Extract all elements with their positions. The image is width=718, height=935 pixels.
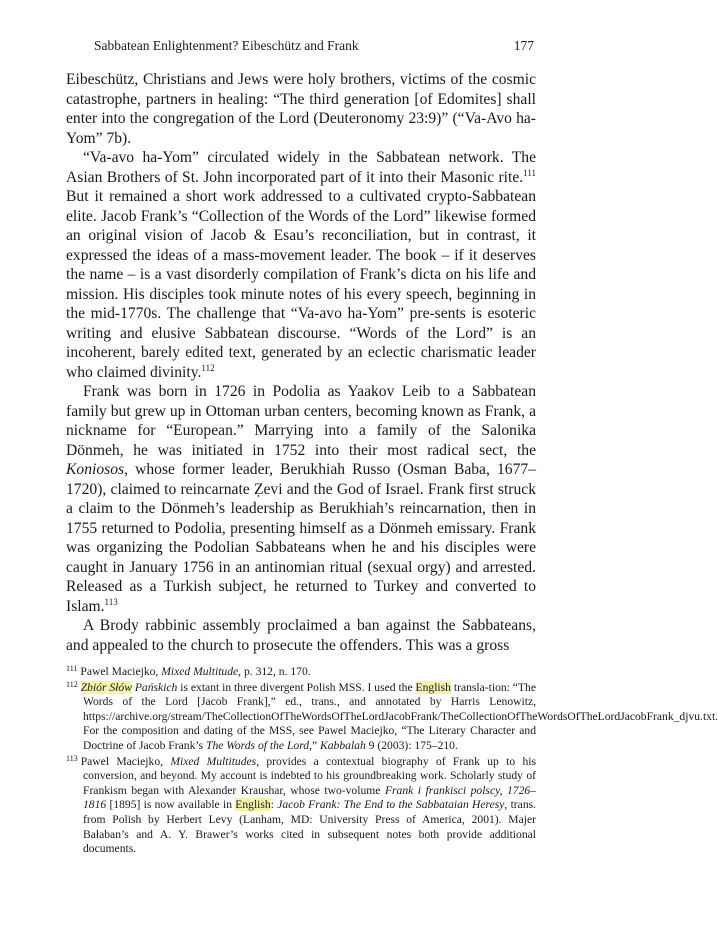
footnote-ref-113[interactable]: 113 xyxy=(104,596,118,607)
paragraph-4 xyxy=(66,616,536,655)
page-number: 177 xyxy=(513,38,534,53)
footnote-title: The Words of the Lord xyxy=(206,738,310,752)
footnote-title: Frank i frankisci polscy, 1726–1816 xyxy=(83,783,536,812)
highlighted-word: English xyxy=(415,680,451,694)
paragraph-1 xyxy=(66,70,536,148)
paragraph-1-text: Eibeschütz, Christians and Jews were holy brothers, victims of the cosmic catastrophe, partners in healing: “The third generation [of Edomites] shall enter into the congregation of the Lord (Deuteronomy 23:9)” (“Va-Avo ha-Yom” 7b). xyxy=(66,71,536,147)
footnote-text: : xyxy=(270,798,278,812)
footnote-text: , p. 312, n. 170. xyxy=(238,665,311,678)
journal-title: Kabbalah xyxy=(320,738,366,752)
footnotes-section xyxy=(66,664,718,858)
highlighted-word: English xyxy=(235,798,271,812)
paragraph-3-text-a: Frank was born in 1726 in Podolia as Yaakov Leib to a Sabbatean family but grew up in Ottoman urban centers, becoming known as Frank, a nickname for “European.” Marrying into a family of the Salonika Dönmeh, he was initiated in 1752 into their most radical sect, the xyxy=(66,383,536,459)
footnote-title: Pańskich xyxy=(131,680,178,694)
footnote-text: is extant in three divergent Polish MSS. I used the xyxy=(177,680,416,694)
paragraph-3 xyxy=(66,382,536,616)
footnote-title-highlighted: Zbiór Słów xyxy=(80,680,132,694)
paragraph-2-text-b: But it remained a short work addressed to a cultivated crypto-Sabbatean elite. Jacob Frank’s “Collection of the Words of the Lord” likewise formed an original vision of Jacob & Esau’s reconciliation, but in contrast, it expressed the ideas of a mass-movement leader. The book – if it deserves the name – is a vast disorderly compilation of Frank’s dicta on his life and mission. His disciples took minute notes of his every speech, beginning in the mid-1770s. The challenge that “Va-avo ha-Yom” pre-sents is esoteric writing and elusive Sabbatean discourse. “Words of the Lord” is an incoherent, barely edited text, generated by an eclectic charismatic leader who claimed divinity. xyxy=(66,188,536,381)
footnote-text: ,” xyxy=(309,738,321,752)
koniosos-term: Koniosos xyxy=(66,461,125,478)
footnote-text: , trans. from Polish by Herbert Levy (Lanham, MD: University Press of America, 2001). Majer Bałaban’s and A. Y. Brawer’s works cited in subsequent notes both provide additional documents. xyxy=(83,798,537,856)
footnote-text: , provides a contextual biography of Frank up to his conversion, and beyond. My account is indebted to his groundbreaking work. Scholarly study of Frankism began with Alexander Kraushar, whose two-volume xyxy=(83,754,536,797)
footnote-112 xyxy=(66,679,718,754)
paragraph-3-text-b: , whose former leader, Berukhiah Russo (Osman Baba, 1677–1720), claimed to reincarnate Ẓevi and the God of Israel. Frank first struck a claim to the Dönmeh’s leadership as Berukhiah’s reincarnation, then in 1755 returned to Podolia, presenting himself as a Dönmeh emissary. Frank was organizing the Podolian Sabbateans when he and his disciples were caught in January 1756 in an antinomian ritual (sexual orgy) and arrested. Released as a Turkish subject, he returned to Turkey and converted to Islam. xyxy=(66,461,536,615)
footnote-ref-112[interactable]: 112 xyxy=(201,362,215,373)
running-head xyxy=(66,38,536,56)
paragraph-4-text: A Brody rabbinic assembly proclaimed a ban against the Sabbateans, and appealed to the church to prosecute the offenders. This was a gross xyxy=(66,617,536,654)
paragraph-2-text-a: “Va-avo ha-Yom” circulated widely in the Sabbatean network. The Asian Brothers of St. John incorporated part of it into their Masonic rite. xyxy=(66,149,536,186)
footnote-number: 112 xyxy=(66,679,78,689)
footnote-title: Jacob Frank: The End to the Sabbataian Heresy xyxy=(277,798,505,812)
body-text xyxy=(66,70,536,655)
footnote-text: Pawel Maciejko, xyxy=(80,754,171,768)
footnote-ref-111[interactable]: 111 xyxy=(523,167,536,178)
footnote-111 xyxy=(66,665,536,680)
footnote-113 xyxy=(66,755,536,857)
paragraph-2 xyxy=(66,148,536,382)
footnote-title: Mixed Multitude xyxy=(161,665,239,678)
footnote-text: Pawel Maciejko, xyxy=(80,665,162,678)
footnote-text: 9 (2003): 175–210. xyxy=(365,738,458,752)
footnote-number: 111 xyxy=(66,664,78,673)
footnote-number: 113 xyxy=(66,753,78,763)
footnote-text: [1895] is now available in xyxy=(106,798,236,812)
running-title: Sabbatean Enlightenment? Eibeschütz and Frank xyxy=(94,38,359,53)
footnote-text: transla-tion: “The Words of the Lord [Jacob Frank],” ed., trans., and annotated by Harris Lenowitz, https://archive.org/stream/TheCollectionOfTheWordsOfTheLordJacobFrank/TheCollectionOfTheWordsOfTheLordJacobFrank_djvu.txt. For the composition and dating of the MSS, see Pawel Maciejko, “The Literary Character and Doctrine of Jacob Frank’s xyxy=(83,680,718,752)
footnote-title: Mixed Multitudes xyxy=(170,754,257,768)
